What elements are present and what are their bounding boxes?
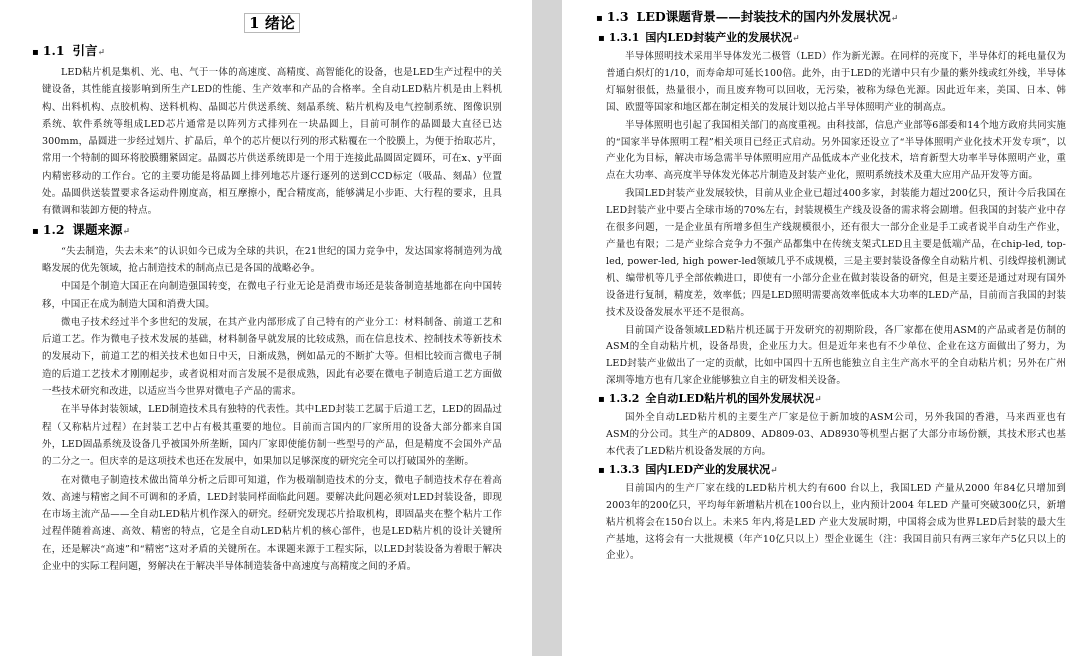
paragraph-mark-icon: ↵ xyxy=(97,48,106,58)
paragraph: 目前国内的生产厂家在线的LED粘片机大约有600 台以上，我国LED 产量从2000 年84亿只增加到2003年的200亿只，平均每年新增粘片机在100台以上，业内预计2004 年LED 产量可突破300亿只，新增粘片机将会在150台以上。未来5 年内,将是LED 产业大发展时期，中国将会成为世界LED后封装的最大生产基地，这将会有一大批规模（年产10亿只以上）型企业诞生（注：我国目前只有两三家年产5亿只以上的企业）。 xyxy=(606,482,1066,562)
paragraph: 我国LED封装产业发展较快，目前从业企业已超过400多家，封装能力超过200亿只，预计今后我国在LED封装产业中要占全球市场的70%左右，封装规模生产线及设备的需求将会剧增。但我国的封装产业中存在很多问题，一是企业虽有所增多但生产线规模很小，还有很大一部分企业是手工或者说半自动生产作业，产量也有限；二是产业综合竞争力不强产品都集中在传统支架式LED且主要是低端产品，在chip-led, top-led, power-led, high power-led领域几乎不成规模，三是主要封装设备像全自动粘片机、引线焊接机测试机、编带机等几乎全部依赖进口，即使有一小部分企业在做封装设备的研究，但是主要还是通过对现有国外设备进行复制，精度差，效率低；四是LED照明需要高效率低成本大功率的LED产品，目前而言我国的封装技术及设备发展水平还不是很高。 xyxy=(606,188,1066,318)
paragraph-mark-icon: ↵ xyxy=(792,34,800,44)
section-heading-1-2 xyxy=(32,221,502,241)
paragraph: “失去制造，失去未来”的认识如今已成为全球的共识，在21世纪的国力竞争中，发达国家将制造列为战略发展的优先领域，抢占制造技术的制高点已是各国的战略必争。 xyxy=(42,245,502,274)
paragraph-mark-icon: ↵ xyxy=(814,395,822,406)
page-gap xyxy=(532,0,562,656)
subsection-number: 1.3.1 xyxy=(608,31,640,44)
subsection-title: 国内LED封装产业的发展状况 xyxy=(645,31,793,44)
subsection-heading-1-3-3 xyxy=(598,462,1066,479)
left-document-page xyxy=(0,0,532,656)
section-title: 引言 xyxy=(72,43,98,58)
paragraph-mark-icon: ↵ xyxy=(122,226,131,237)
list-bullet-icon: ▪ xyxy=(598,33,605,44)
section-heading-1-1 xyxy=(32,42,502,62)
paragraph: 半导体照明技术采用半导体发光二极管（LED）作为新光源。在同样的亮度下，半导体灯的耗电量仅为普通白炽灯的1/10，而寿命却可延长100倍。此外，由于LED的光谱中只有少量的紫外线或红外线，半导体灯辐射很低，热量很小，而且废弃物可以回收，无污染，被称为绿色光源。因此近年来，美国、日本、韩国、欧盟等国家和地区都在制定相关的发展计划以抢占半导体照明产业的制高点。 xyxy=(606,51,1066,113)
subsection-number: 1.3.2 xyxy=(608,392,640,406)
list-bullet-icon: ▪ xyxy=(596,13,603,24)
paragraph: 在半导体封装领域，LED制造技术具有独特的代表性。其中LED封装工艺属于后道工艺，LED的固晶过程（又称粘片过程）在封装工艺中占有极其重要的地位。目前而言国内的厂家所用的设备大部分都来自国外，LED固晶系统及设备几乎被国外所垄断，国内厂家即使能仿制一些型号的产品，但是精度不会国外产品的二分之一。但庆幸的是这项技术也还在发展中，如果加以足够深度的研究完全可以打破国外的垄断。 xyxy=(42,404,502,468)
subsection-number: 1.3.3 xyxy=(608,462,640,476)
paragraph-mark-icon: ↵ xyxy=(890,14,899,24)
chapter-title xyxy=(42,12,502,34)
subsection-heading-1-3-1 xyxy=(598,30,1066,47)
list-bullet-icon: ▪ xyxy=(32,47,39,58)
list-bullet-icon: ▪ xyxy=(598,464,605,476)
paragraph: 在对微电子制造技术做出简单分析之后即可知道，作为极端制造技术的分支，微电子制造技术存在着高效、高速与精密之间不可调和的矛盾，LED封装同样面临此问题。要解决此问题必须对LED封装设备，即现在市场主流产品——全自动LED粘片机作深入的研究。经研究发现芯片拾取机构，即固晶夹在整个粘片工作过程伴随着高速、高效、精密的特点，它是全自动LED粘片机的核心部件，也是LED粘片机的设计关键所在，还是解决“高速”和“精密”这对矛盾的关键所在。本课题来源于工程实际，以LED封装设备为着眼于解决企业中的实际工程问题，努解决在于解决半导体制造装备中高速度与高精度之间的矛盾。 xyxy=(42,474,502,573)
subsection-title: 国内LED产业的发展状况 xyxy=(645,462,771,476)
paragraph: 国外全自动LED粘片机的主要生产厂家是位于新加坡的ASM公司，另外我国的香港，马来西亚也有ASM的分公司。其生产的AD809、AD809-03、AD8930等机型占据了大部分市场份额，其技术形式也基本代表了LED粘片机设备发展的方向。 xyxy=(606,412,1066,457)
paragraph: 目前国产设备领域LED粘片机还属于开发研究的初期阶段，各厂家都在使用ASM的产品或者是仿制的ASM的全自动粘片机，设备昂贵，企业压力大。但是近年来也有不少单位、企业在这方面做出了努力，为LED封装产业做出了一定的贡献，比如中国四十五所也能独立自主生产高水平的全自动粘片机；另外在广州深圳等地方也有几家企业能够独立自主的研发相关设备。 xyxy=(606,324,1066,387)
right-document-page xyxy=(562,0,1082,656)
paragraph: 微电子技术经过半个多世纪的发展，在其产业内部形成了自己特有的产业分工：材料制备、前道工艺和后道工艺。作为微电子技术发展的基础，材料制备早就发展的比较成熟，而在信息技术、控制技术等新技术的发展动下，前道工艺的相关技术也如日中天，日渐成熟，例如晶元的不断扩大等。但相比较而言微电子制造的后道工艺技术才刚刚起步，或者说相对而言发展不是很成熟，因此有必要在微电子制造后道工艺方面做一些技术研究和改进，以适应当今世界对微电子产品的需求。 xyxy=(42,316,502,398)
subsection-heading-1-3-2 xyxy=(598,391,1066,408)
section-heading-1-3 xyxy=(596,8,1066,28)
paragraph: LED粘片机是集机、光、电、气于一体的高速度、高精度、高智能化的设备，也是LED生产过程中的关键设备，其性能直接影响到所生产LED的性能、生产效率和产品的合格率。全自动LED粘片机是由上料机构、出料机构、点胶机构、送料机构、晶圆芯片供送系统、刻晶系统、粘片机构及电气控制系统、图像识别系统、软件系统等组成LED芯片通常是以阵列方式排列在一块晶圆上，目前可制作的晶圆最大直径已达300mm，晶圆进一步经过划片、扩晶后，单个的芯片便以行列的形式粘覆在一个胶膜上，为便于抬取芯片，常用一个特制的圆环将胶膜绷紧固定。晶圆芯片供送系统即是一个用于连接此晶圆固定圆环，可在x、y平面内精密移动的工作台。它的主要功能是将晶圆上排列地芯片逐行逐列的送到CCD标定（吸晶、刻晶）位置处。晶圆供送装置要求各运动件刚度高，相互摩擦小，配合精度高，能够满足小步距、大行程的要求，且具有微调和装卸方便的特点。 xyxy=(42,67,502,217)
paragraph: 半导体照明也引起了我国相关部门的高度重视。由科技部，信息产业部等6部委和14个地方政府共同实施的“国家半导体照明工程”相关项目已经正式启动。另外国家还设立了“半导体照明产业化技术开发专项”，以产业化为目标，解决市场急需半导体照明应用产品低成本产业化技术，培育新型大功率半导体照明产业，重点在大功率、高亮度半导体发光体芯片制造及封装产业化，照明系统技术及重大应用产品开发等方面。 xyxy=(606,119,1066,182)
section-number: 1.3 xyxy=(606,9,629,24)
section-title: 课题来源 xyxy=(72,221,123,237)
paragraph-mark-icon: ↵ xyxy=(770,465,778,476)
chapter-title-text: 1 绪论 xyxy=(244,13,300,33)
section-number: 1.1 xyxy=(42,43,65,58)
section-title: LED课题背景——封装技术的国内外发展状况 xyxy=(636,9,891,24)
paragraph: 中国是个制造大国正在向制造强国转变，在微电子行业无论是消费市场还是装备制造基地都在向中国转移，中国正在成为制造大国和消费大国。 xyxy=(42,281,502,310)
subsection-title: 全自动LED粘片机的国外发展状况 xyxy=(645,392,815,406)
list-bullet-icon: ▪ xyxy=(598,394,605,406)
section-number: 1.2 xyxy=(42,221,65,237)
list-bullet-icon: ▪ xyxy=(32,225,39,237)
